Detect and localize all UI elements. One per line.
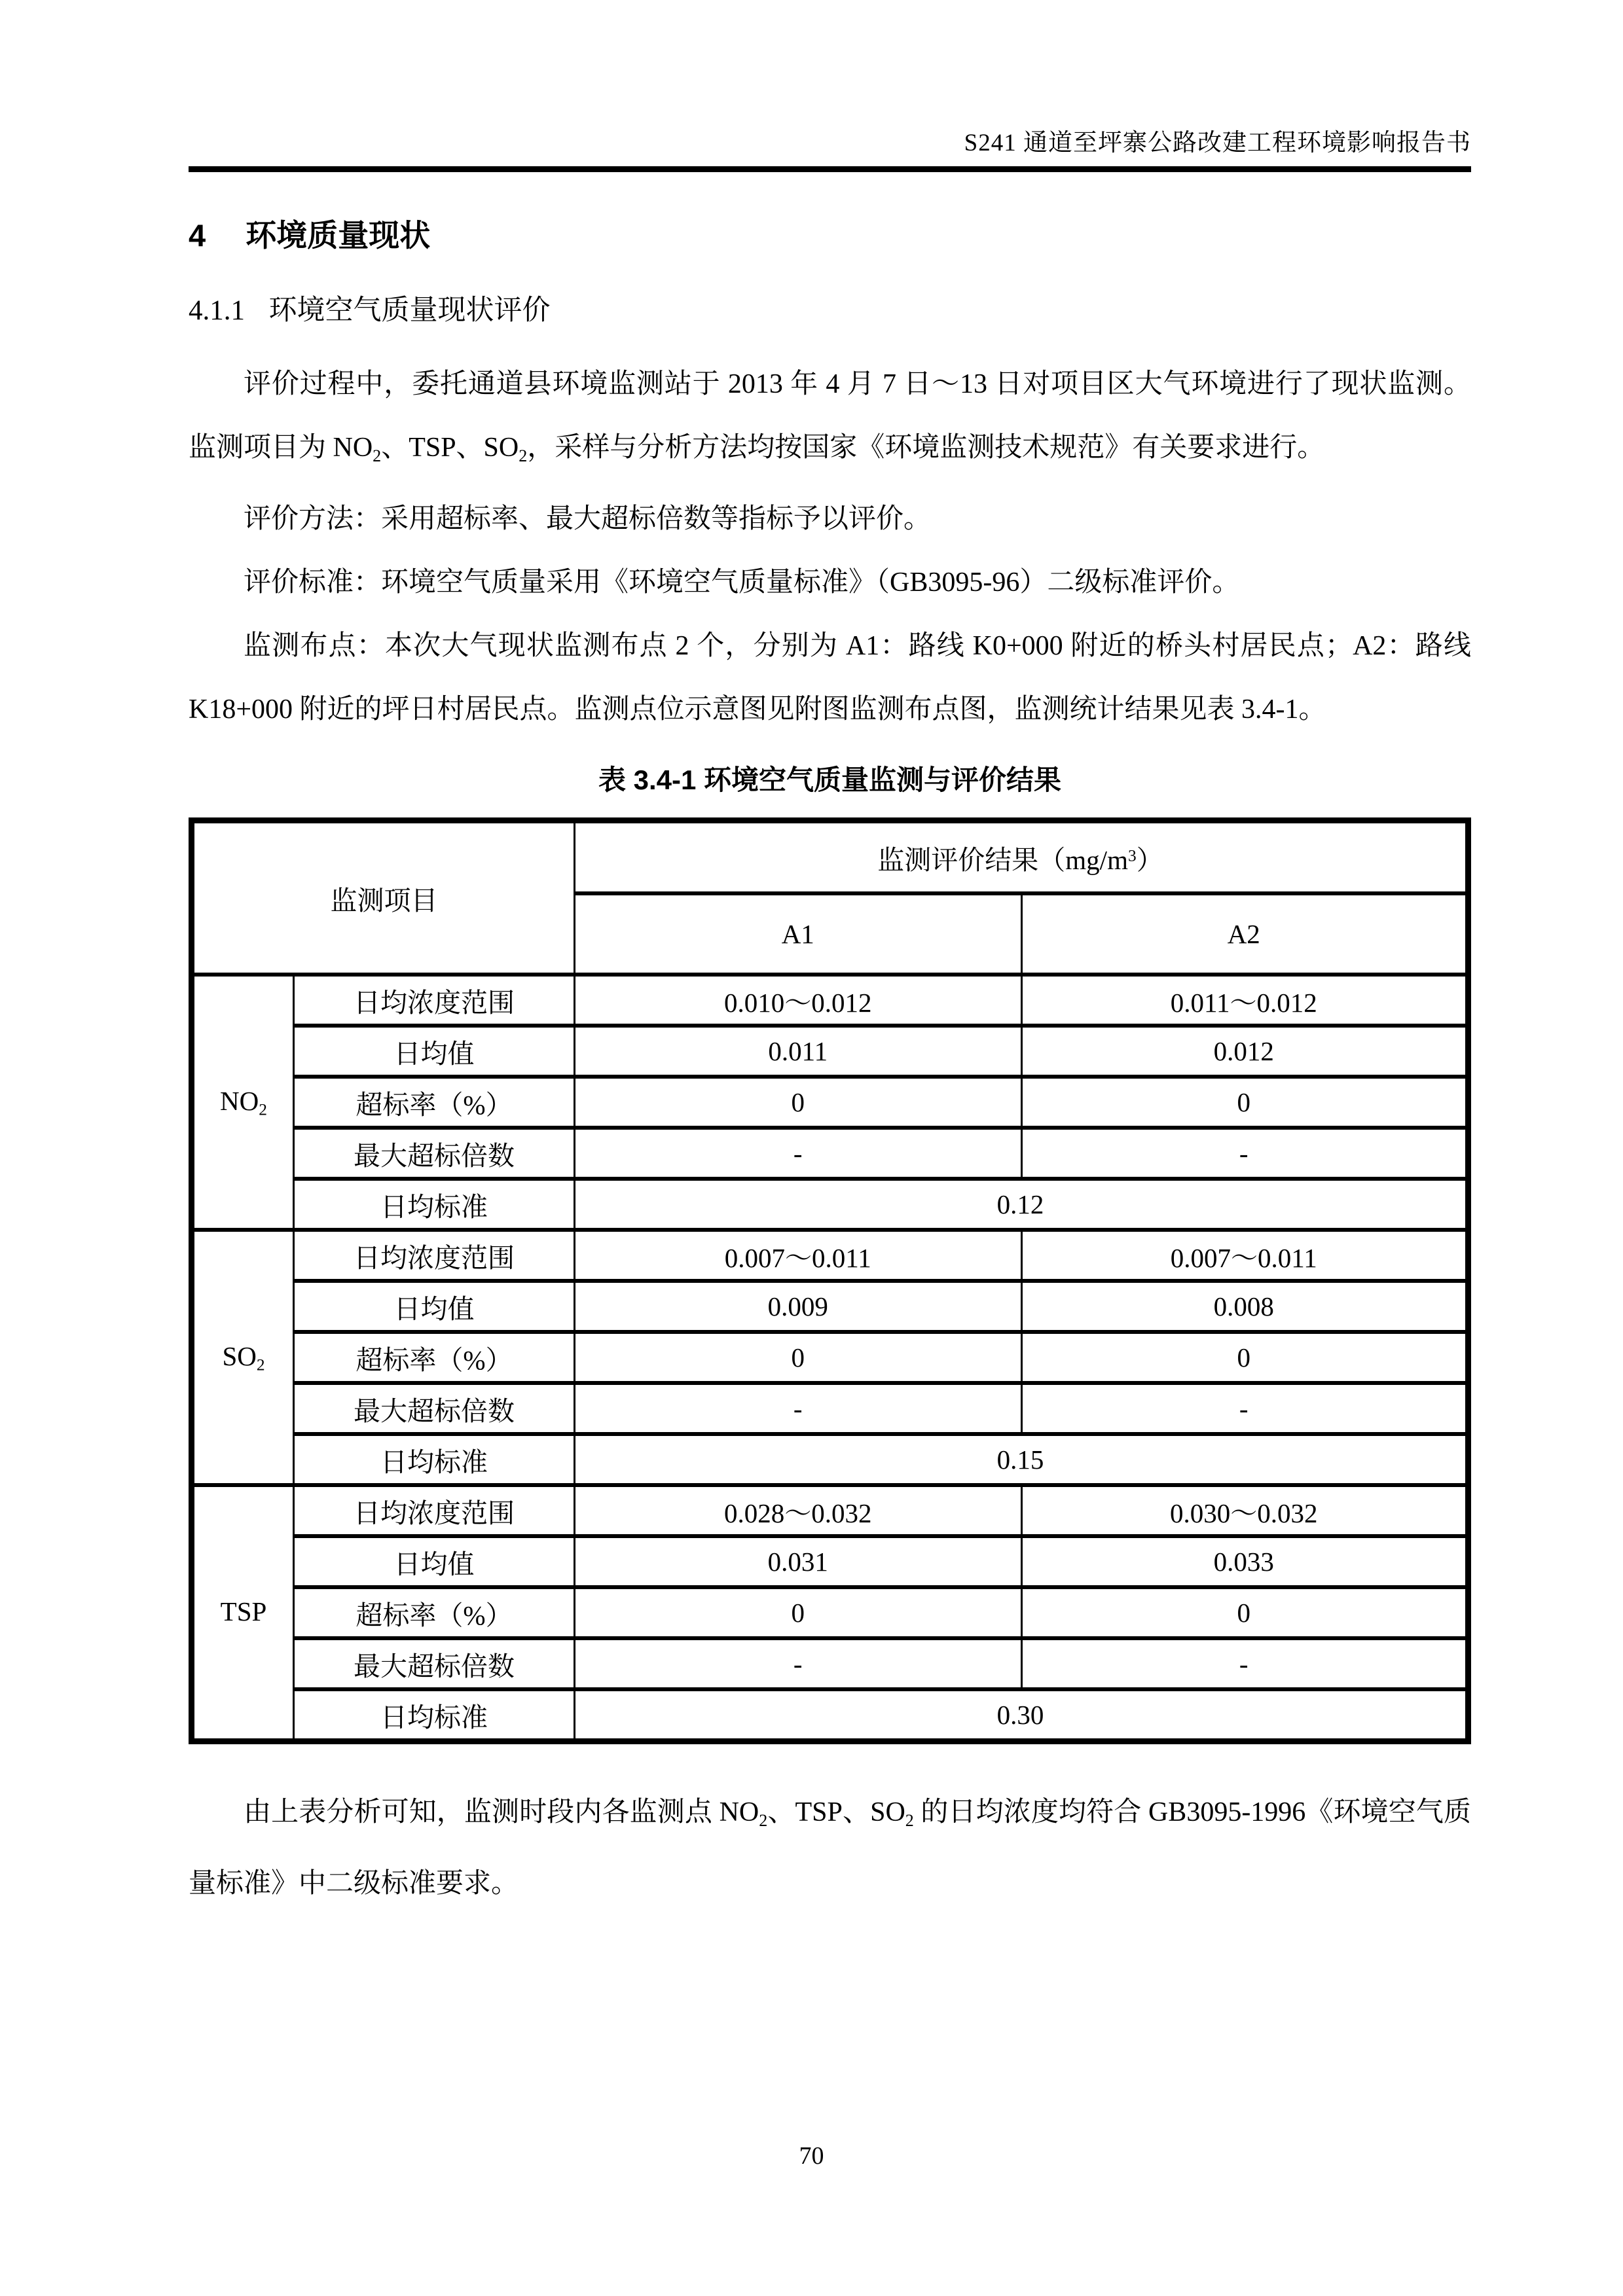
- so2-subscript: 2: [905, 1810, 914, 1830]
- cell-no2-mean-a2: 0.012: [1021, 1026, 1468, 1077]
- row-label-exceed-rate: 超标率（%）: [294, 1587, 575, 1638]
- page-number: 70: [799, 2142, 824, 2170]
- paragraph-evaluation-standard: 评价标准：环境空气质量采用《环境空气质量标准》（GB3095-96）二级标准评价。: [244, 567, 1240, 598]
- no2-subscript: 2: [373, 446, 382, 466]
- cell-so2-exceed-a1: 0: [575, 1332, 1022, 1383]
- cell-tsp-mean-a1: 0.031: [575, 1536, 1022, 1587]
- row-label-exceed-rate: 超标率（%）: [294, 1332, 575, 1383]
- cell-no2-exceed-a2: 0: [1021, 1077, 1468, 1128]
- cell-so2-exceed-a2: 0: [1021, 1332, 1468, 1383]
- row-label-max-exceed: 最大超标倍数: [294, 1383, 575, 1434]
- cell-no2-mean-a1: 0.011: [575, 1026, 1022, 1077]
- air-quality-table: [189, 817, 1471, 1744]
- table-row: [192, 1026, 1468, 1077]
- cell-so2-mean-a1: 0.009: [575, 1281, 1022, 1332]
- table-row: [192, 1332, 1468, 1383]
- header-cell-result: 监测评价结果$(mg/m^3)$: [575, 821, 1468, 894]
- table-row: [192, 1179, 1468, 1230]
- cell-tsp-standard: 0.30: [575, 1689, 1468, 1742]
- table-row: [192, 1383, 1468, 1434]
- row-label-mean: 日均值: [294, 1026, 575, 1077]
- cell-tsp-exceed-a2: 0: [1021, 1587, 1468, 1638]
- row-label-range: 日均浓度范围: [294, 1230, 575, 1281]
- header-rule: [189, 166, 1471, 172]
- cell-tsp-maxexceed-a2: -: [1021, 1638, 1468, 1689]
- table-row: [192, 1638, 1468, 1689]
- row-label-standard: 日均标准: [294, 1434, 575, 1485]
- cell-tsp-mean-a2: 0.033: [1021, 1536, 1468, 1587]
- cell-so2-standard: 0.15: [575, 1434, 1468, 1485]
- table-row: [192, 1230, 1468, 1281]
- paragraph-monitoring-sites: 监测布点：本次大气现状监测布点 2 个，分别为 A1：路线 K0+000 附近的桥头村居民点；A2：路线 K18+000 附近的坪日村居民点。监测点位示意图见附图监测布点图，监测统计结果见表 3.4-1。: [189, 631, 1471, 725]
- row-label-standard: 日均标准: [294, 1689, 575, 1742]
- cell-no2-standard: 0.12: [575, 1179, 1468, 1230]
- table-row: [192, 1077, 1468, 1128]
- paragraph-evaluation-method: 评价方法：采用超标率、最大超标倍数等指标予以评价。: [244, 504, 932, 535]
- cell-no2-range-a1: 0.010～0.012: [575, 975, 1022, 1026]
- table-row: [192, 1689, 1468, 1742]
- row-label-exceed-rate: 超标率（%）: [294, 1077, 575, 1128]
- cell-no2-maxexceed-a2: -: [1021, 1128, 1468, 1179]
- table-row: [192, 1281, 1468, 1332]
- row-label-max-exceed: 最大超标倍数: [294, 1128, 575, 1179]
- cell-tsp-range-a2: 0.030～0.032: [1021, 1485, 1468, 1536]
- cell-no2-exceed-a1: 0: [575, 1077, 1022, 1128]
- table-row: [192, 1434, 1468, 1485]
- row-label-standard: 日均标准: [294, 1179, 575, 1230]
- subsection-number: 4.1.1: [189, 295, 245, 327]
- no2-subscript: 2: [259, 1100, 267, 1119]
- table-row: [192, 1587, 1468, 1638]
- cell-tsp-range-a1: 0.028～0.032: [575, 1485, 1022, 1536]
- subsection-title: 环境空气质量现状评价: [268, 295, 551, 327]
- subsection-heading: [189, 288, 1471, 328]
- conclusion-block: [189, 1781, 1471, 1916]
- cell-no2-maxexceed-a1: -: [575, 1128, 1022, 1179]
- cell-so2-maxexceed-a1: -: [575, 1383, 1022, 1434]
- row-label-range: 日均浓度范围: [294, 1485, 575, 1536]
- document-header-title: S241 通道至坪寨公路改建工程环境影响报告书: [964, 130, 1471, 156]
- cell-no2-range-a2: 0.011～0.012: [1021, 975, 1468, 1026]
- pollutant-cell-so2: $SO_2$: [192, 1230, 294, 1485]
- row-label-mean: 日均值: [294, 1536, 575, 1587]
- paragraph-monitoring-intro: 评价过程中，委托通道县环境监测站于 2013 年 4 月 7 日～13 日对项目区大气环境进行了现状监测。监测项目为 NO2、TSP、SO2，采样与分析方法均按国家《环境监测技术规范》有关要求进行。: [189, 369, 1471, 466]
- header-cell-item: 监测项目: [192, 821, 575, 975]
- section-title: 环境质量现状: [246, 218, 431, 253]
- row-label-mean: 日均值: [294, 1281, 575, 1332]
- so2-subscript: 2: [256, 1355, 265, 1374]
- body-text: [189, 353, 1471, 742]
- table-header-row-1: [192, 821, 1468, 894]
- cell-so2-mean-a2: 0.008: [1021, 1281, 1468, 1332]
- so2-subscript: 2: [519, 446, 528, 466]
- cubic-superscript: 3: [1127, 846, 1137, 865]
- section-heading: [189, 211, 1471, 255]
- header-cell-a1: A1: [575, 893, 1022, 975]
- table-row: [192, 1128, 1468, 1179]
- row-label-range: 日均浓度范围: [294, 975, 575, 1026]
- table-row: [192, 975, 1468, 1026]
- cell-tsp-maxexceed-a1: -: [575, 1638, 1022, 1689]
- table-caption: 表 3.4-1 环境空气质量监测与评价结果: [598, 764, 1062, 796]
- row-label-max-exceed: 最大超标倍数: [294, 1638, 575, 1689]
- cell-so2-range-a1: 0.007～0.011: [575, 1230, 1022, 1281]
- pollutant-cell-no2: $NO_2$: [192, 975, 294, 1230]
- section-number: 4: [189, 218, 206, 253]
- no2-subscript: 2: [759, 1810, 768, 1830]
- cell-so2-range-a2: 0.007～0.011: [1021, 1230, 1468, 1281]
- table-row: [192, 1536, 1468, 1587]
- paragraph-conclusion: 由上表分析可知，监测时段内各监测点 NO2、TSP、SO2 的日均浓度均符合 GB3095-1996《环境空气质量标准》中二级标准要求。: [189, 1797, 1471, 1899]
- table-row: [192, 1485, 1468, 1536]
- pollutant-cell-tsp: TSP: [192, 1485, 294, 1742]
- cell-so2-maxexceed-a2: -: [1021, 1383, 1468, 1434]
- header-cell-a2: A2: [1021, 893, 1468, 975]
- cell-tsp-exceed-a1: 0: [575, 1587, 1022, 1638]
